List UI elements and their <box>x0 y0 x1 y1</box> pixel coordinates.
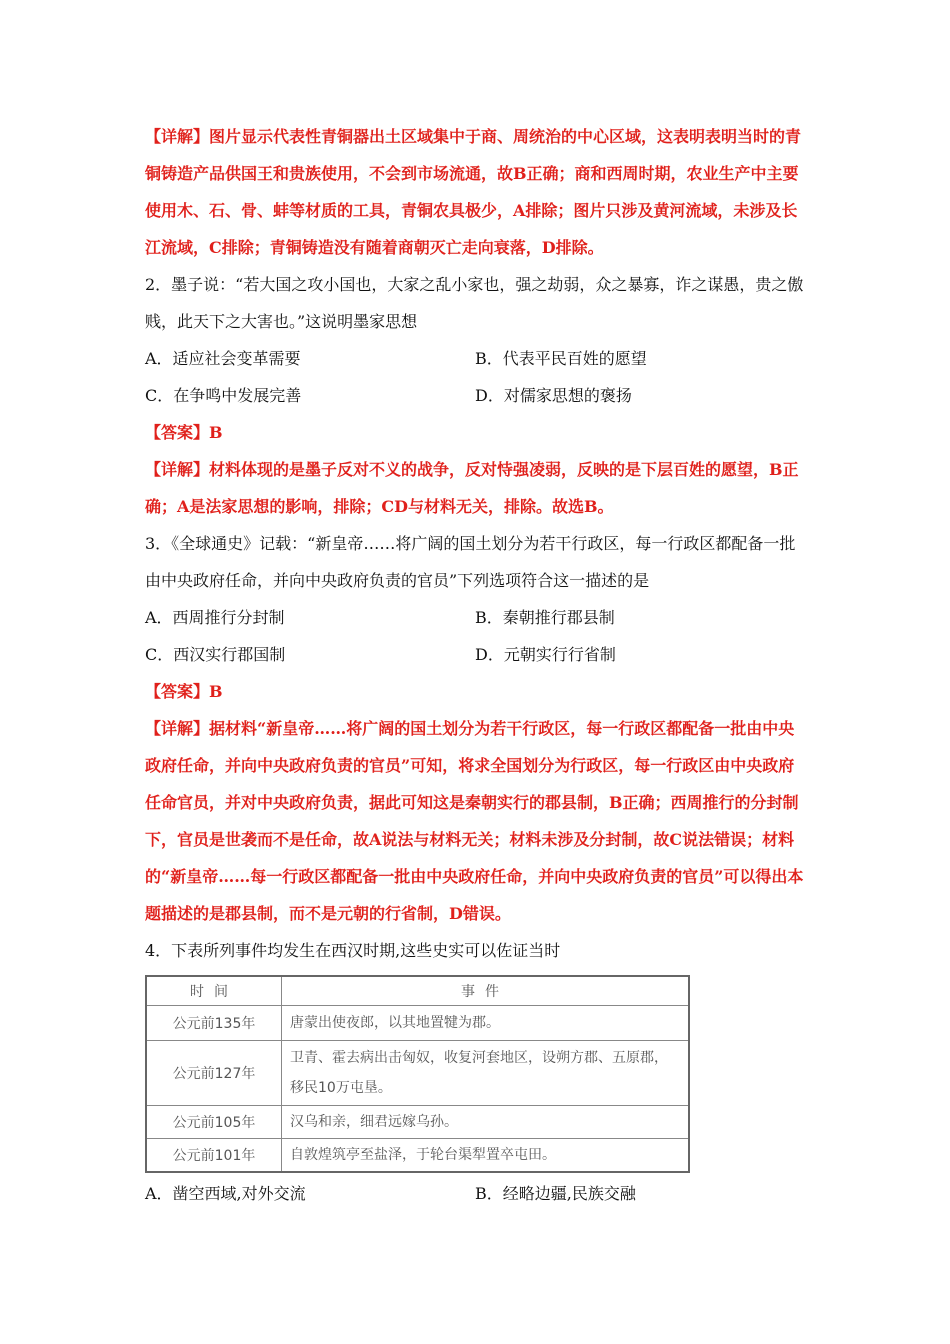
q3-option-d: D．元朝实行行省制 <box>475 645 616 664</box>
q4-options-row-1 <box>145 1175 810 1212</box>
q2-option-b: B．代表平民百姓的愿望 <box>475 349 647 368</box>
table-cell-event: 唐蒙出使夜郎，以其地置犍为郡。 <box>282 1006 690 1041</box>
q3-options-row-1 <box>145 599 810 636</box>
table-header-row <box>146 976 689 1006</box>
table-cell-time: 公元前105年 <box>146 1106 282 1139</box>
table-cell-time: 公元前135年 <box>146 1006 282 1041</box>
table-cell-time: 公元前101年 <box>146 1139 282 1173</box>
table-cell-event: 汉乌和亲，细君远嫁乌孙。 <box>282 1106 690 1139</box>
document-content <box>145 118 810 1212</box>
q4-option-a: A．凿空西域,对外交流 <box>145 1184 306 1203</box>
table-row <box>146 1139 689 1173</box>
table-header-event: 事件 <box>282 976 690 1006</box>
q2-stem: 2．墨子说：“若大国之攻小国也，大家之乱小家也，强之劫弱，众之暴寡，诈之谋愚，贵之傲贱，此天下之大害也。”这说明墨家思想 <box>145 275 804 331</box>
q4-option-b: B．经略边疆,民族交融 <box>475 1184 636 1203</box>
q3-option-c: C．西汉实行郡国制 <box>145 645 286 664</box>
table-row <box>146 1106 689 1139</box>
q3-answer: 【答案】B <box>145 682 223 701</box>
q3-stem: 3．《全球通史》记载：“新皇帝……将广阔的国土划分为若干行政区，每一行政区都配备一批由中央政府任命，并向中央政府负责的官员”下列选项符合这一描述的是 <box>145 534 796 590</box>
table-cell-event: 自敦煌筑亭至盐泽，于轮台渠犁置卒屯田。 <box>282 1139 690 1173</box>
q2-options-row-1 <box>145 340 810 377</box>
q3-detail: 【详解】据材料“新皇帝……将广阔的国土划分为若干行政区，每一行政区都配备一批由中央政府任命，并向中央政府负责的官员”可知，将求全国划分为行政区，每一行政区由中央政府任命官员，并对中央政府负责，据此可知这是秦朝实行的郡县制，B正确；西周推行的分封制下，官员是世袭而不是任命，故A说法与材料无关；材料未涉及分封制，故C说法错误；材料的“新皇帝……每一行政区都配备一批由中央政府任命，并向中央政府负责的官员”可以得出本题描述的是郡县制，而不是元朝的行省制，D错误。 <box>145 719 804 923</box>
q2-option-a: A．适应社会变革需要 <box>145 349 301 368</box>
q2-options-row-2 <box>145 377 810 414</box>
q4-stem: 4．下表所列事件均发生在西汉时期,这些史实可以佐证当时 <box>145 941 561 960</box>
q1-detail: 【详解】图片显示代表性青铜器出土区域集中于商、周统治的中心区域，这表明表明当时的青铜铸造产品供国王和贵族使用，不会到市场流通，故B正确；商和西周时期，农业生产中主要使用木、石、骨、蚌等材质的工具，青铜农具极少，A排除；图片只涉及黄河流域，未涉及长江流域，C排除；青铜铸造没有随着商朝灭亡走向衰落，D排除。 <box>145 127 802 257</box>
q4-events-table <box>145 975 690 1173</box>
table-row <box>146 1041 689 1106</box>
q2-option-c: C．在争鸣中发展完善 <box>145 386 302 405</box>
q3-option-b: B．秦朝推行郡县制 <box>475 608 615 627</box>
q2-option-d: D．对儒家思想的褒扬 <box>475 386 632 405</box>
table-cell-time: 公元前127年 <box>146 1041 282 1106</box>
q3-options-row-2 <box>145 636 810 673</box>
q2-detail: 【详解】材料体现的是墨子反对不义的战争，反对恃强凌弱，反映的是下层百姓的愿望，B正确；A是法家思想的影响，排除；CD与材料无关，排除。故选B。 <box>145 460 799 516</box>
table-header-time: 时间 <box>146 976 282 1006</box>
q3-option-a: A．西周推行分封制 <box>145 608 285 627</box>
table-cell-event: 卫青、霍去病出击匈奴，收复河套地区，设朔方郡、五原郡，移民10万屯垦。 <box>282 1041 690 1106</box>
table-row <box>146 1006 689 1041</box>
q2-answer: 【答案】B <box>145 423 223 442</box>
